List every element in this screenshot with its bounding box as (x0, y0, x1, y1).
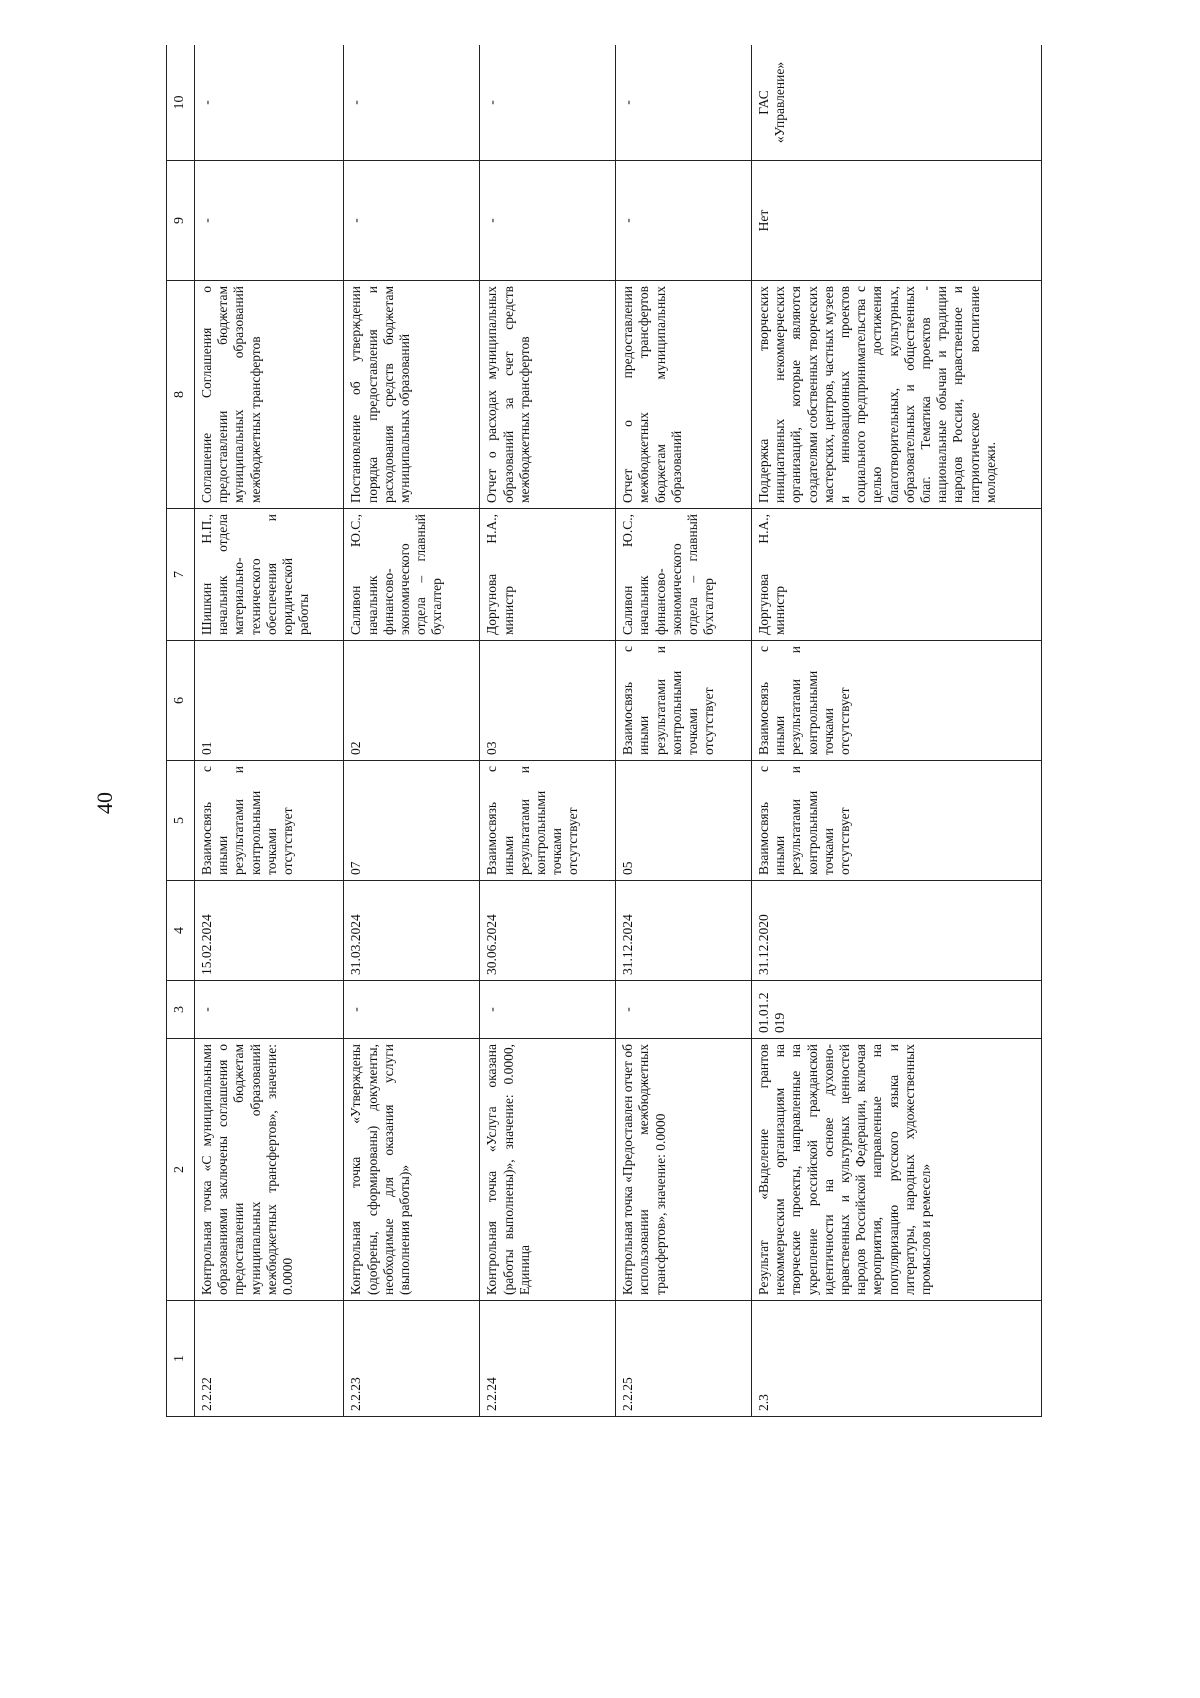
responsible-person: Саливон Ю.С., начальник финансово-экономического отдела – главный бухгалтер (344, 509, 480, 641)
column-header: 5 (167, 761, 195, 881)
table-row (752, 45, 1042, 1417)
document-type: Постановление об утверждении порядка предоставления и расходования средств бюджетам муниципальных образований (344, 281, 480, 509)
information-system: - (195, 45, 344, 161)
predecessor: 07 (344, 761, 480, 881)
information-system: - (344, 45, 480, 161)
information-system: ГАС «Управление» (752, 45, 1042, 161)
start-date: 01.01.2019 (752, 981, 1042, 1039)
row-number: 2.2.23 (344, 1301, 480, 1417)
row-number: 2.2.24 (480, 1301, 616, 1417)
predecessor: Взаимосвязь с иными результатами и контрольными точками отсутствует (195, 761, 344, 881)
document-type: Отчет о предоставлении межбюджетных трансфертов бюджетам муниципальных образований (616, 281, 752, 509)
start-date: - (616, 981, 752, 1039)
table-row (616, 45, 752, 1417)
end-date: 30.06.2024 (480, 881, 616, 981)
responsible-person: Саливон Ю.С., начальник финансово-экономического отдела – главный бухгалтер (616, 509, 752, 641)
row-number: 2.3 (752, 1301, 1042, 1417)
responsible-person: Доргунова Н.А., министр (480, 509, 616, 641)
column-9-value: - (616, 161, 752, 281)
responsible-person: Шишкин Н.П., начальник отдела материально-технического обеспечения и юридической работы (195, 509, 344, 641)
column-9-value: Нет (752, 161, 1042, 281)
rotated-table-wrapper (166, 45, 1042, 1417)
predecessor: Взаимосвязь с иными результатами и контрольными точками отсутствует (752, 761, 1042, 881)
end-date: 31.12.2024 (616, 881, 752, 981)
column-9-value: - (344, 161, 480, 281)
successor: 02 (344, 641, 480, 761)
control-point-name: Контрольная точка «С муниципальными образованиями заключены соглашения о предоставлении бюджетам муниципальных образований межбюджетных трансфертов», значение: 0.0000 (195, 1039, 344, 1301)
column-header: 3 (167, 981, 195, 1039)
header-row (167, 45, 195, 1417)
document-type: Поддержка творческих инициативных некоммерческих организаций, которые являются создателями собственных творческих мастерских, центров, частных музеев и инновационных проектов социального предпринимательства с целью достижения благотворительных, культурных, образовательных и общественных благ. Тематика проектов - национальные обычаи и традиции народов России, нравственное и патриотическое воспитание молодежи. (752, 281, 1042, 509)
table-row (480, 45, 616, 1417)
column-header: 6 (167, 641, 195, 761)
column-header: 10 (167, 45, 195, 161)
control-point-name: Контрольная точка «Услуга оказана (работы выполнены)», значение: 0.0000, Единица (480, 1039, 616, 1301)
control-point-name: Контрольная точка «Предоставлен отчет об использовании межбюджетных трансфертов», значение: 0.0000 (616, 1039, 752, 1301)
successor: Взаимосвязь с иными результатами и контрольными точками отсутствует (752, 641, 1042, 761)
successor: Взаимосвязь с иными результатами и контрольными точками отсутствует (616, 641, 752, 761)
table-row (195, 45, 344, 1417)
column-header: 1 (167, 1301, 195, 1417)
column-9-value: - (480, 161, 616, 281)
end-date: 31.12.2020 (752, 881, 1042, 981)
column-header: 8 (167, 281, 195, 509)
information-system: - (480, 45, 616, 161)
row-number: 2.2.22 (195, 1301, 344, 1417)
end-date: 15.02.2024 (195, 881, 344, 981)
predecessor: Взаимосвязь с иными результатами и контрольными точками отсутствует (480, 761, 616, 881)
start-date: - (195, 981, 344, 1039)
table-row (344, 45, 480, 1417)
column-header: 4 (167, 881, 195, 981)
successor: 03 (480, 641, 616, 761)
control-point-name: Контрольная точка «Утверждены (одобрены, сформированы) документы, необходимые для оказания услуги (выполнения работы)» (344, 1039, 480, 1301)
successor: 01 (195, 641, 344, 761)
page-number: 40 (92, 792, 117, 814)
document-type: Соглашение Соглашения о предоставлении бюджетам муниципальных образований межбюджетных трансфертов (195, 281, 344, 509)
column-header: 2 (167, 1039, 195, 1301)
table-frame (166, 45, 1042, 1417)
information-system: - (616, 45, 752, 161)
predecessor: 05 (616, 761, 752, 881)
column-9-value: - (195, 161, 344, 281)
result-name: Результат «Выделение грантов некоммерческим организациям на творческие проекты, направленные на укрепление российской гражданской идентичности на основе духовно-нравственных и культурных ценностей народов Российской Федерации, включая мероприятия, направленные на популяризацию русского языка и литературы, народных художественных промыслов и ремесел» (752, 1039, 1042, 1301)
document-type: Отчет о расходах муниципальных образований за счет средств межбюджетных трансфертов (480, 281, 616, 509)
control-points-table (166, 45, 1042, 1417)
column-header: 9 (167, 161, 195, 281)
row-number: 2.2.25 (616, 1301, 752, 1417)
responsible-person: Доргунова Н.А., министр (752, 509, 1042, 641)
end-date: 31.03.2024 (344, 881, 480, 981)
column-header: 7 (167, 509, 195, 641)
start-date: - (344, 981, 480, 1039)
start-date: - (480, 981, 616, 1039)
